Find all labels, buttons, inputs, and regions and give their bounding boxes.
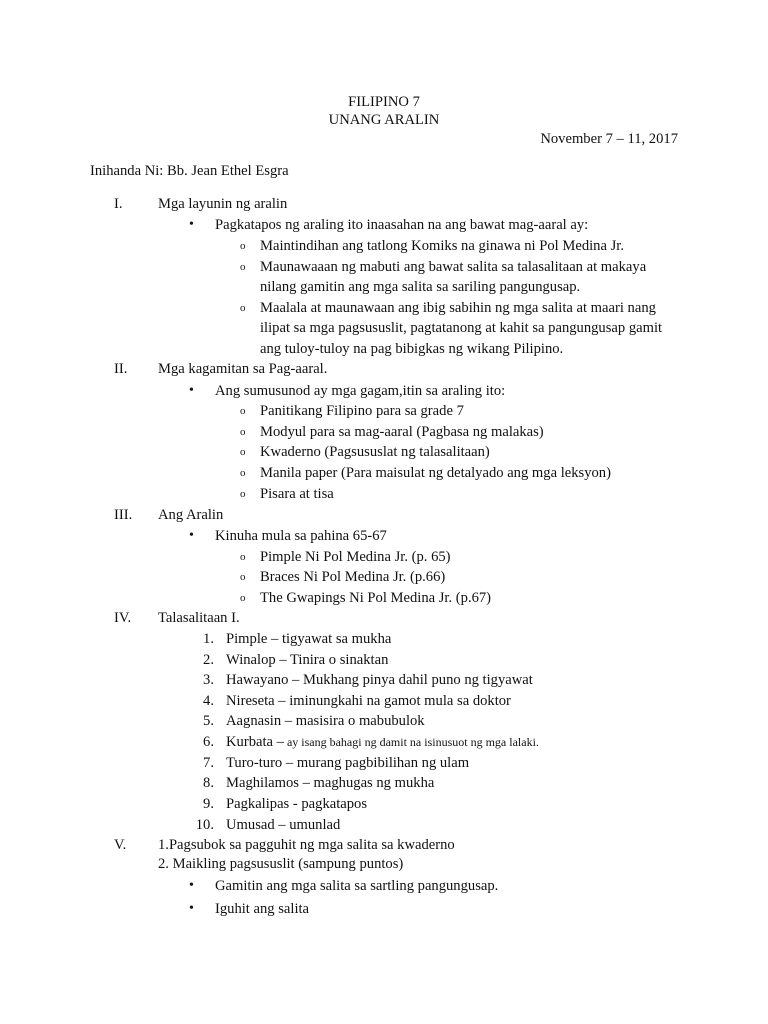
bullet-text: Iguhit ang salita [215, 901, 310, 917]
sub-bullet-glyph: o [240, 240, 246, 252]
vocab-item: Nireseta – iminungkahi na gamot mula sa doktor [226, 693, 511, 709]
list-number: 9. [203, 796, 214, 812]
section-line: 1.Pagsubok sa pagguhit ng mga salita sa kwaderno [158, 837, 455, 853]
vocab-item: Maghilamos – maghugas ng mukha [226, 775, 435, 791]
sub-bullet-glyph: o [240, 405, 246, 417]
sub-bullet-glyph: o [240, 426, 246, 438]
bullet-glyph: • [189, 383, 194, 398]
vocab-item [226, 732, 539, 752]
sub-bullet-glyph: o [240, 467, 246, 479]
section-title: Mga layunin ng aralin [158, 196, 288, 212]
vocab-item: Hawayano – Mukhang pinya dahil puno ng tigyawat [226, 672, 533, 688]
section-line: 2. Maikling pagsususlit (sampung puntos) [158, 856, 404, 872]
vocab-item: Umusad – umunlad [226, 817, 341, 833]
vocab-term: Kurbata – [226, 734, 284, 750]
vocab-item: Winalop – Tinira o sinaktan [226, 652, 389, 668]
vocab-item: Pimple – tigyawat sa mukha [226, 631, 392, 647]
vocab-item: Pagkalipas - pagkatapos [226, 796, 368, 812]
list-item: Pimple Ni Pol Medina Jr. (p. 65) [260, 549, 451, 565]
list-item: Maunawaaan ng mabuti ang bawat salita sa talasalitaan at makaya [260, 259, 647, 275]
sub-bullet-glyph: o [240, 592, 246, 604]
bullet-glyph: • [189, 878, 194, 893]
sub-bullet-glyph: o [240, 446, 246, 458]
section-numeral: IV. [114, 610, 132, 626]
bullet-text: Gamitin ang mga salita sa sartling pangungusap. [215, 878, 499, 894]
sub-bullet-glyph: o [240, 571, 246, 583]
list-number: 5. [203, 713, 214, 729]
list-number: 2. [203, 652, 214, 668]
sub-bullet-glyph: o [240, 261, 246, 273]
section-title: Talasalitaan I. [158, 610, 240, 626]
list-item-continued: ilipat sa mga pagsususlit, pagtatanong at kahit sa pangungusap gamit [260, 320, 663, 336]
list-item: The Gwapings Ni Pol Medina Jr. (p.67) [260, 590, 492, 606]
bullet-text: Kinuha mula sa pahina 65-67 [215, 528, 387, 544]
list-number: 6. [203, 734, 214, 750]
list-number: 4. [203, 693, 214, 709]
list-item: Manila paper (Para maisulat ng detalyado ang mga leksyon) [260, 465, 611, 481]
list-number: 1. [203, 631, 214, 647]
list-number: 10. [195, 817, 214, 833]
list-item: Maintindihan ang tatlong Komiks na ginawa ni Pol Medina Jr. [260, 238, 624, 254]
section-numeral: III. [114, 507, 133, 523]
bullet-glyph: • [189, 528, 194, 543]
list-item: Panitikang Filipino para sa grade 7 [260, 403, 464, 419]
bullet-glyph: • [189, 901, 194, 916]
sub-bullet-glyph: o [240, 488, 246, 500]
sub-bullet-glyph: o [240, 302, 246, 314]
list-item: Pisara at tisa [260, 486, 334, 502]
date-range: November 7 – 11, 2017 [540, 131, 678, 147]
bullet-glyph: • [189, 217, 194, 232]
section-numeral: II. [114, 361, 128, 377]
section-title: Ang Aralin [158, 507, 224, 523]
prepared-by: Inihanda Ni: Bb. Jean Ethel Esgra [90, 163, 289, 179]
list-item-continued: nilang gamitin ang mga salita sa sariling pangungusap. [260, 279, 581, 295]
section-numeral: V. [114, 837, 127, 853]
bullet-text: Pagkatapos ng araling ito inaasahan na ang bawat mag-aaral ay: [215, 217, 589, 233]
list-item: Maalala at maunawaan ang ibig sabihin ng mga salita at maari nang [260, 300, 656, 316]
list-item-continued: ang tuloy-tuloy na pag bibigkas ng wikang Pilipino. [260, 341, 564, 357]
list-item: Modyul para sa mag-aaral (Pagbasa ng malakas) [260, 424, 544, 440]
vocab-item: Turo-turo – murang pagbibilihan ng ulam [226, 755, 470, 771]
section-title: Mga kagamitan sa Pag-aaral. [158, 361, 328, 377]
list-item: Kwaderno (Pagsususlat ng talasalitaan) [260, 444, 490, 460]
lesson-title: UNANG ARALIN [328, 112, 440, 128]
sub-bullet-glyph: o [240, 551, 246, 563]
section-numeral: I. [114, 196, 123, 212]
vocab-item: Aagnasin – masisira o mabubulok [226, 713, 425, 729]
bullet-text: Ang sumusunod ay mga gagam,itin sa araling ito: [215, 383, 506, 399]
list-number: 3. [203, 672, 214, 688]
list-number: 8. [203, 775, 214, 791]
list-item: Braces Ni Pol Medina Jr. (p.66) [260, 569, 446, 585]
list-number: 7. [203, 755, 214, 771]
subject-title: FILIPINO 7 [348, 94, 420, 110]
vocab-definition-small: ay isang bahagi ng damit na isinusuot ng mga lalaki. [283, 735, 539, 749]
